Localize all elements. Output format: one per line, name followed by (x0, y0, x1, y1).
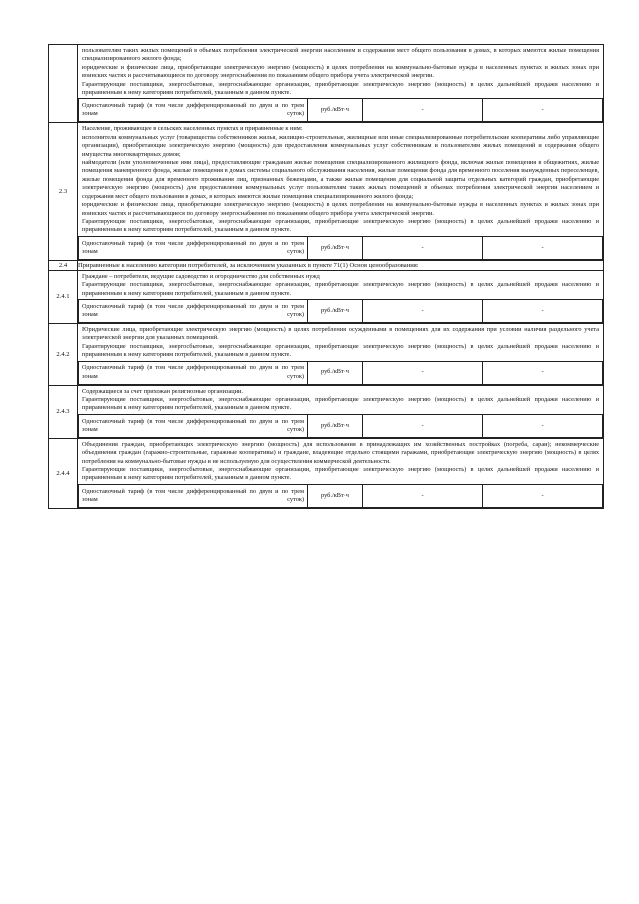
table-row-2-4-2 (49, 323, 604, 385)
row-content (78, 270, 604, 323)
description-paragraph: Население, проживающее в сельских населенных пунктах и приравненные к ним: (82, 125, 303, 133)
category-description (78, 271, 603, 299)
description-paragraph: Содержащиеся за счет прихожан религиозные организации. (82, 387, 243, 395)
tariff-line (78, 361, 603, 385)
tariff-line (78, 414, 603, 438)
tariff-value-first-half: - (363, 236, 483, 259)
category-description (78, 45, 603, 98)
tariff-line (78, 236, 603, 260)
tariff-line (78, 299, 603, 323)
tariff-value-second-half: - (483, 361, 603, 384)
description-paragraph: Гарантирующие поставщики, энергосбытовые, энергоснабжающие организации, приобретающие электрическую энергию (мощность) в целях дальнейшей продажи населению и приравненным к нему категориям потребителей, указанным в данном пункте. (82, 395, 599, 412)
row-number: 2.4.4 (49, 438, 78, 508)
tariff-unit: руб./кВт·ч (308, 414, 363, 437)
tariff-value-second-half: - (483, 236, 603, 259)
tariff-value-first-half: - (363, 414, 483, 437)
table-row-2-3 (49, 123, 604, 260)
tariff-value-second-half: - (483, 414, 603, 437)
tariff-value-first-half: - (363, 99, 483, 122)
description-paragraph: юридические и физические лица, приобретающие электрическую энергию (мощность) в целях потребления на коммунально-бытовые нужды в населенных пунктах и жилых зонах при воинских частях и рассчитывающиеся по договору энергоснабжения по показаниям общего прибора учета электрической энергии. (82, 201, 599, 217)
tariff-unit: руб./кВт·ч (308, 361, 363, 384)
tariff-label: Одноставочный тариф (в том числе дифференцированный по двум и по трем зонам суток) (79, 361, 308, 384)
description-paragraph: исполнители коммунальных услуг (товарищества собственников жилья, жилищно-строительные, жилищные или иные специализированные потребительские кооперативы либо управляющие организации), приобретающие электрическую энергию (мощность) для предоставления коммунальных услуг собственникам и пользователям жилых помещений и содержания общего имущества многоквартирных домов; (82, 133, 599, 158)
description-paragraph: Гарантирующие поставщики, энергосбытовые, энергоснабжающие организации, приобретающие электрическую энергию (мощность) в целях дальнейшей продажи населению и приравненным к нему категориям потребителей, указанным в данном пункте. (82, 281, 599, 297)
description-paragraph: юридические и физические лица, приобретающие электрическую энергию (мощность) в целях потребления на коммунально-бытовые нужды в населенных пунктах и жилых зонах при воинских частях и рассчитывающиеся по договору энергоснабжения по показаниям общего прибора учета электрической энергии. (82, 63, 599, 80)
table-row-2-4 (49, 260, 604, 270)
row-content (78, 323, 604, 385)
row-number: 2.3 (49, 123, 78, 260)
section-heading: Приравненные к населению категории потребителей, за исключением указанных в пункте 71(1) Основ ценообразования: (78, 260, 604, 270)
tariff-table (48, 44, 604, 509)
table-row-top (49, 45, 604, 123)
tariff-label: Одноставочный тариф (в том числе дифференцированный по двум и по трем зонам суток) (79, 236, 308, 259)
tariff-label: Одноставочный тариф (в том числе дифференцированный по двум и по трем зонам суток) (79, 484, 308, 507)
table-row-2-4-3 (49, 385, 604, 438)
tariff-label: Одноставочный тариф (в том числе дифференцированный по двум и по трем зонам суток) (79, 99, 308, 122)
description-paragraph: наймодатели (или уполномоченные ими лица), предоставляющие гражданам жилые помещения специализированного жилищного фонда, включая жилые помещения в общежитиях, жилые помещения маневренного фонда, жилые помещения в домах системы социального обслуживания населения, жилые помещения фонда для временного поселения вынужденных переселенцев, жилые помещения фонда для временного проживания лиц, признанных беженцами, а также жилые помещения для социальной защиты отдельных категорий граждан, приобретающие электрическую энергию (мощность) для предоставления коммунальных услуг пользователям таких жилых помещений в объемах потребления электрической энергии населением и содержания мест общего пользования в домах, в которых имеются жилые помещения специализированного жилого фонда; (82, 159, 599, 200)
tariff-label: Одноставочный тариф (в том числе дифференцированный по двум и по трем зонам суток) (79, 414, 308, 437)
description-paragraph: Гарантирующие поставщики, энергосбытовые, энергоснабжающие организации, приобретающие электрическую энергию (мощность) в целях дальнейшей продажи населению и приравненным к нему категориям потребителей, указанным в данном пункте. (82, 342, 599, 359)
row-content (78, 438, 604, 508)
tariff-value-first-half: - (363, 361, 483, 384)
row-content (78, 123, 604, 260)
category-description (78, 439, 603, 484)
tariff-value-first-half: - (363, 299, 483, 322)
tariff-unit: руб./кВт·ч (308, 484, 363, 507)
description-paragraph: пользователям таких жилых помещений в объемах потребления электрической энергии населением и содержания мест общего пользования в домах, в которых имеются жилые помещения специализированного жилого фонда; (82, 47, 599, 63)
tariff-value-first-half: - (363, 484, 483, 507)
description-paragraph: Гарантирующие поставщики, энергосбытовые, энергоснабжающие организации, приобретающие электрическую энергию (мощность) в целях дальнейшей продажи населению и приравненным к нему категориям потребителей, указанным в данном пункте. (82, 466, 599, 482)
row-number: 2.4.1 (49, 270, 78, 323)
row-content (78, 385, 604, 438)
description-paragraph: Объединения граждан, приобретающих электрическую энергию (мощность) для использования в принадлежащих им хозяйственных постройках (погреба, сараи); некоммерческие объединения граждан (гаражно-строительные, гаражные кооперативы) и граждане, владеющие отдельно стоящими гаражами, приобретающие электрическую энергию (мощность) в целях потребления на коммунально-бытовые нужды и не используемую для осуществления коммерческой деятельности. (82, 440, 599, 465)
tariff-unit: руб./кВт·ч (308, 99, 363, 122)
description-paragraph: Юридические лица, приобретающие электрическую энергию (мощность) в целях потребления осужденными в помещениях для их содержания при условии наличия раздельного учета электрической энергии для указанных помещений. (82, 325, 599, 342)
tariff-value-second-half: - (483, 99, 603, 122)
row-number (49, 45, 78, 123)
category-description (78, 386, 603, 414)
tariff-value-second-half: - (483, 484, 603, 507)
tariff-document (48, 44, 604, 509)
tariff-unit: руб./кВт·ч (308, 299, 363, 322)
tariff-value-second-half: - (483, 299, 603, 322)
row-number: 2.4.3 (49, 385, 78, 438)
description-paragraph: Граждане – потребители, ведущие садоводство и огородничество для собственных нужд (82, 272, 320, 280)
tariff-line (78, 484, 603, 508)
tariff-unit: руб./кВт·ч (308, 236, 363, 259)
table-row-2-4-4 (49, 438, 604, 508)
category-description (78, 123, 603, 235)
row-number: 2.4 (49, 260, 78, 270)
table-row-2-4-1 (49, 270, 604, 323)
description-paragraph: Гарантирующие поставщики, энергосбытовые, энергоснабжающие организации, приобретающие электрическую энергию (мощность) в целях дальнейшей продажи населению и приравненным к нему категориям потребителей, указанным в данном пункте. (82, 80, 599, 97)
tariff-line (78, 98, 603, 122)
description-paragraph: Гарантирующие поставщики, энергосбытовые, энергоснабжающие организации, приобретающие электрическую энергию (мощность) в целях дальнейшей продажи населению и приравненным к нему категориям потребителей, указанным в данном пункте. (82, 217, 599, 234)
row-number: 2.4.2 (49, 323, 78, 385)
category-description (78, 324, 603, 361)
row-content (78, 45, 604, 123)
tariff-label: Одноставочный тариф (в том числе дифференцированный по двум и по трем зонам суток) (79, 299, 308, 322)
